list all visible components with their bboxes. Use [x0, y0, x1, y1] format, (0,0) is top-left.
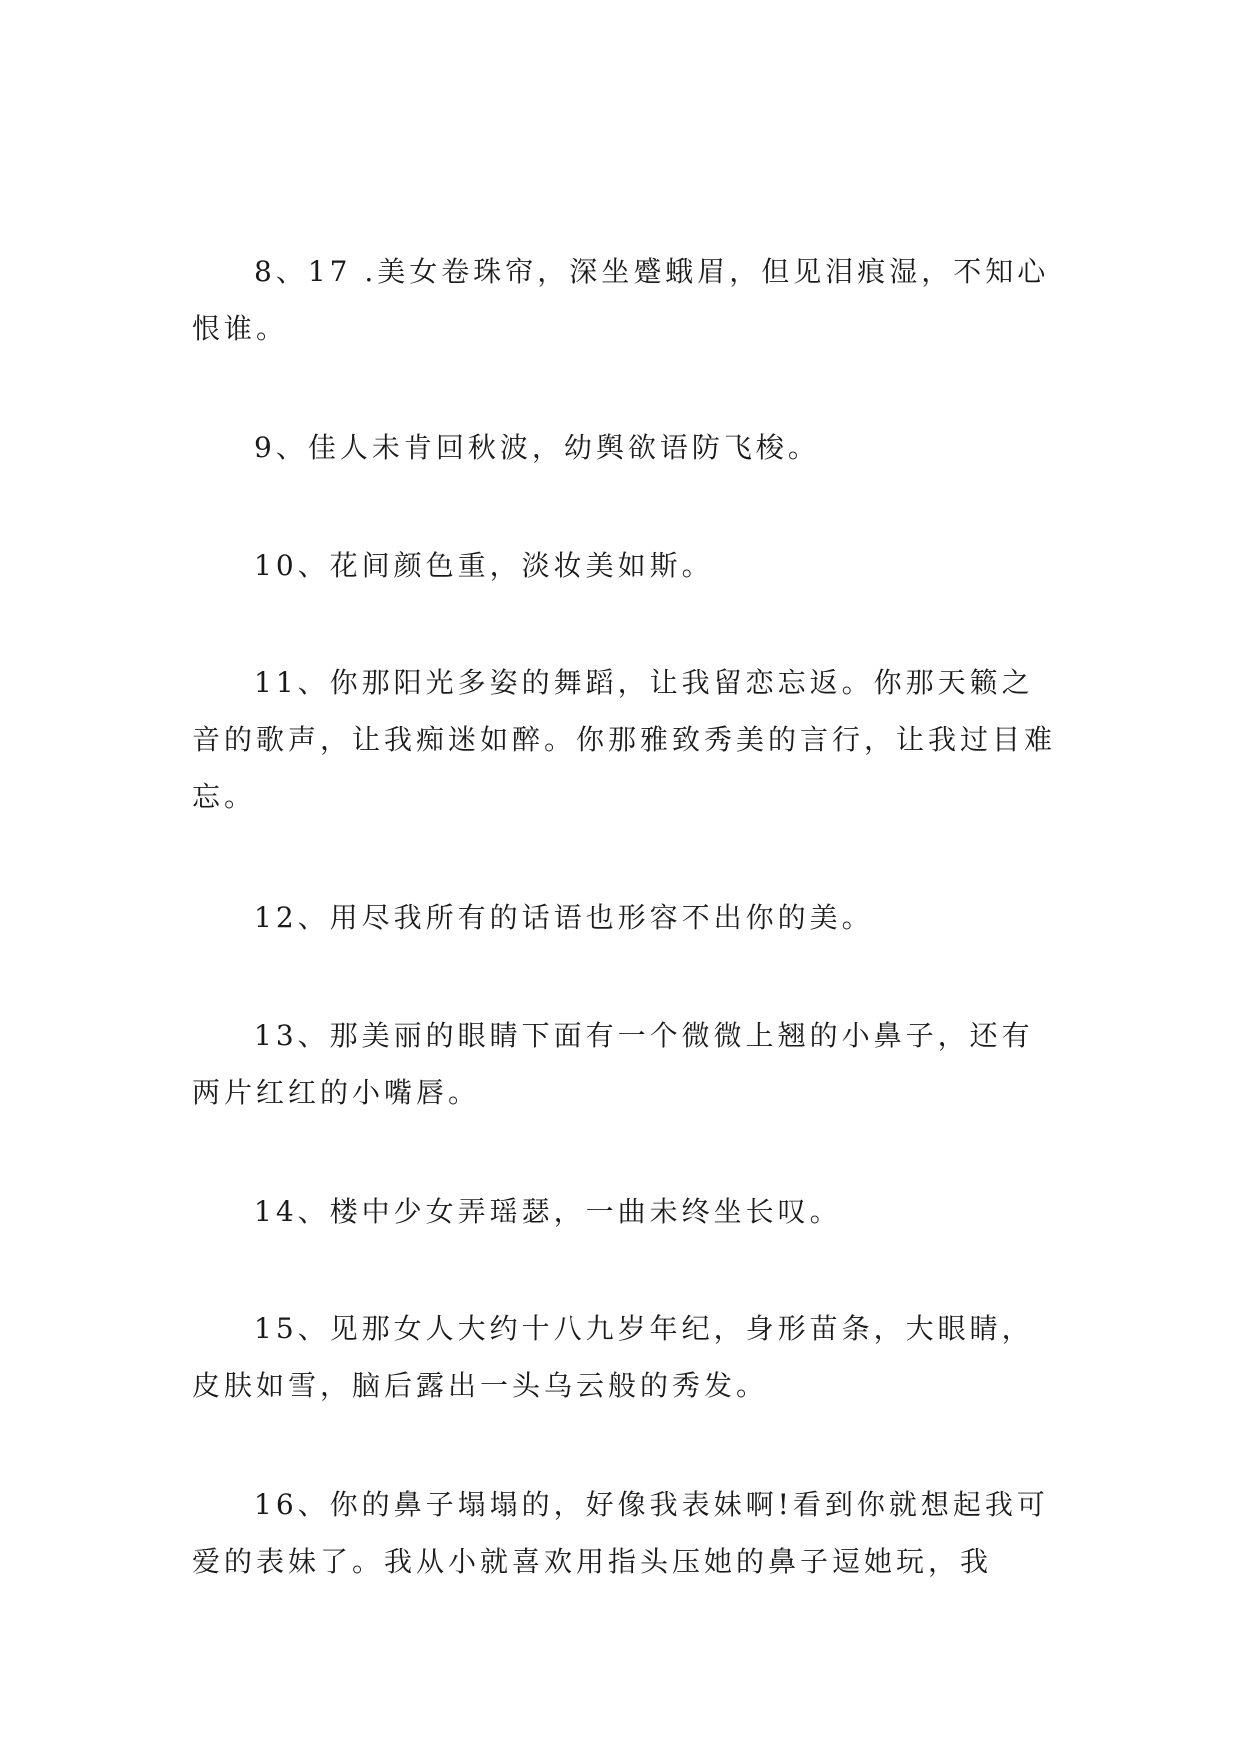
paragraph-9: 9、佳人未肯回秋波，幼舆欲语防飞梭。	[254, 431, 820, 464]
paragraph-14: 14、楼中少女弄瑶瑟，一曲未终坐长叹。	[254, 1195, 842, 1228]
paragraph-11: 11、你那阳光多姿的舞蹈，让我留恋忘返。你那天籁之音的歌声，让我痴迷如醉。你那雅致秀美的言行，让我过目难忘。	[192, 666, 1057, 813]
paragraph-8: 8、17 .美女卷珠帘，深坐蹙蛾眉，但见泪痕湿，不知心恨谁。	[192, 255, 1050, 345]
paragraph-12: 12、用尽我所有的话语也形容不出你的美。	[254, 901, 874, 934]
paragraph-15: 15、见那女人大约十八九岁年纪，身形苗条，大眼睛，皮肤如雪，脑后露出一头乌云般的秀发。	[192, 1312, 1034, 1402]
paragraph-10: 10、花间颜色重，淡妆美如斯。	[254, 549, 714, 582]
paragraph-16: 16、你的鼻子塌塌的，好像我表妹啊!看到你就想起我可爱的表妹了。我从小就喜欢用指头压她的鼻子逗她玩，我	[192, 1488, 1049, 1578]
paragraph-13: 13、那美丽的眼睛下面有一个微微上翘的小鼻子，还有两片红红的小嘴唇。	[192, 1019, 1034, 1109]
